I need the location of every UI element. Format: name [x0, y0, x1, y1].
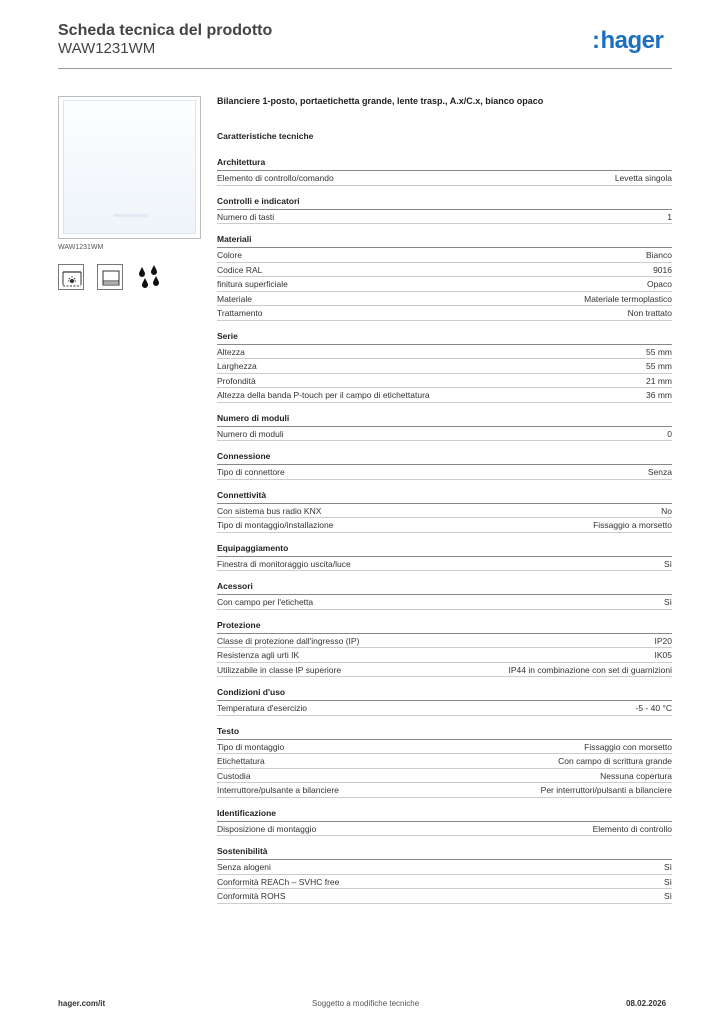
spec-label: Etichettatura	[217, 756, 265, 766]
product-image-face	[63, 100, 196, 234]
spec-value: Non trattato	[627, 308, 672, 318]
spec-row	[217, 783, 672, 798]
product-image	[58, 96, 201, 239]
spec-row	[217, 889, 672, 904]
spec-value: Nessuna copertura	[600, 770, 672, 781]
spec-group	[217, 846, 672, 904]
spec-value: 1	[667, 211, 672, 222]
spec-value: Elemento di controllo	[592, 823, 672, 834]
spec-group	[217, 543, 672, 572]
spec-row	[217, 306, 672, 321]
spec-row	[217, 648, 672, 663]
spec-value: IP44 in combinazione con set di guarnizioni	[508, 664, 672, 675]
spec-group	[217, 157, 672, 186]
spec-label: Conformità REACh – SVHC free	[217, 876, 340, 887]
spec-row	[217, 374, 672, 389]
spec-group	[217, 726, 672, 798]
spec-value: Bianco	[646, 250, 672, 260]
spec-group	[217, 687, 672, 716]
spec-row	[217, 634, 672, 649]
spec-label: Finestra di monitoraggio uscita/luce	[217, 558, 351, 569]
spec-label: Tipo di montaggio/installazione	[217, 520, 334, 530]
spec-value: Levetta singola	[614, 173, 672, 183]
spec-row	[217, 427, 672, 442]
spec-label: Resistenza agli urti IK	[217, 650, 300, 660]
drops-icon	[135, 264, 163, 292]
spec-value: No	[661, 505, 672, 516]
spec-group	[217, 234, 672, 321]
spec-label: Altezza della banda P-touch per il campo di etichettatura	[217, 390, 430, 400]
spec-row	[217, 388, 672, 403]
spec-value: -5 - 40 °C	[635, 703, 672, 713]
spec-row	[217, 263, 672, 278]
spec-group-title: Condizioni d'uso	[217, 687, 672, 701]
product-code: WAW1231WM	[58, 40, 156, 57]
product-image-caption: WAW1231WM	[58, 244, 104, 251]
spec-value: IP20	[654, 635, 672, 646]
spec-value: Fissaggio a morsetto	[593, 520, 672, 530]
spec-value: 36 mm	[646, 390, 672, 400]
spec-value: Sì	[663, 558, 672, 569]
spec-group-title: Numero di moduli	[217, 413, 672, 427]
spec-label: Temperatura d'esercizio	[217, 703, 307, 713]
spec-group-title: Sostenibilità	[217, 846, 672, 860]
product-image-slot	[114, 214, 148, 217]
spec-row	[217, 701, 672, 716]
spec-row	[217, 171, 672, 186]
spec-label: Senza alogeni	[217, 862, 271, 872]
spec-value: Sì	[663, 597, 672, 607]
spec-group-title: Connettività	[217, 490, 672, 504]
specifications-table	[217, 157, 672, 914]
spec-row	[217, 345, 672, 360]
spec-label: Larghezza	[217, 361, 257, 371]
spec-value: 9016	[653, 264, 672, 275]
hager-logo: :hager	[592, 27, 664, 54]
spec-value: 0	[667, 428, 672, 439]
spec-value: Sì	[663, 862, 672, 872]
spec-label: Conformità ROHS	[217, 891, 286, 901]
section-title: Caratteristiche tecniche	[217, 131, 314, 141]
spec-value: Opaco	[646, 279, 672, 289]
spec-value: IK05	[654, 650, 672, 660]
spec-value: Per interruttori/pulsanti a bilanciere	[540, 785, 672, 795]
spec-label: Con sistema bus radio KNX	[217, 505, 322, 516]
spec-group	[217, 413, 672, 442]
spec-label: Classe di protezione dall'ingresso (IP)	[217, 635, 360, 646]
spec-label: Codice RAL	[217, 264, 263, 275]
spec-row	[217, 292, 672, 307]
spec-row	[217, 663, 672, 678]
spec-row	[217, 518, 672, 533]
spec-row	[217, 769, 672, 784]
spec-label: Altezza	[217, 346, 245, 357]
spec-label: Elemento di controllo/comando	[217, 173, 334, 183]
spec-label: finitura superficiale	[217, 279, 288, 289]
spec-row	[217, 210, 672, 225]
spec-label: Colore	[217, 250, 243, 260]
spec-label: Custodia	[217, 770, 251, 781]
spec-label: Trattamento	[217, 308, 263, 318]
spec-group	[217, 451, 672, 480]
spec-group-title: Equipaggiamento	[217, 543, 672, 557]
spec-row	[217, 359, 672, 374]
spec-group-title: Identificazione	[217, 808, 672, 822]
spec-group	[217, 620, 672, 678]
spec-label: Tipo di montaggio	[217, 741, 285, 752]
logo-text: hager	[600, 27, 664, 54]
spec-row	[217, 754, 672, 769]
spec-label: Utilizzabile in classe IP superiore	[217, 664, 342, 675]
product-description: Bilanciere 1-posto, portaetichetta grande, lente trasp., A.x/C.x, bianco opaco	[217, 96, 544, 106]
spec-group-title: Acessori	[217, 581, 672, 595]
document-title: Scheda tecnica del prodotto	[58, 22, 273, 39]
spec-value: 55 mm	[646, 346, 672, 357]
spec-row	[217, 860, 672, 875]
spec-group-title: Serie	[217, 331, 672, 345]
spec-row	[217, 875, 672, 890]
spec-group	[217, 196, 672, 225]
spec-label: Numero di tasti	[217, 211, 275, 222]
spec-row	[217, 248, 672, 263]
spec-label: Tipo di connettore	[217, 467, 285, 477]
spec-row	[217, 595, 672, 610]
spec-label: Numero di moduli	[217, 428, 284, 439]
footer-date: 08.02.2026	[626, 999, 667, 1008]
spec-value: Fissaggio con morsetto	[584, 741, 672, 752]
spec-group	[217, 331, 672, 403]
spec-value: Materiale termoplastico	[584, 293, 672, 304]
spec-row	[217, 822, 672, 837]
spec-row	[217, 557, 672, 572]
spec-label: Materiale	[217, 293, 252, 304]
spec-group-title: Connessione	[217, 451, 672, 465]
spec-row	[217, 277, 672, 292]
spec-label: Interruttore/pulsante a bilanciere	[217, 785, 339, 795]
spec-group-title: Testo	[217, 726, 672, 740]
spec-value: 21 mm	[646, 375, 672, 386]
spec-value: 55 mm	[646, 361, 672, 371]
indoor-light-icon	[58, 264, 84, 290]
spec-row	[217, 465, 672, 480]
spec-group	[217, 808, 672, 837]
spec-group-title: Controlli e indicatori	[217, 196, 672, 210]
spec-group	[217, 490, 672, 533]
header-divider	[58, 68, 672, 69]
spec-value: Sì	[663, 891, 672, 901]
spec-row	[217, 504, 672, 519]
spec-value: Senza	[647, 467, 672, 477]
footer-note: Soggetto a modifiche tecniche	[312, 999, 420, 1008]
spec-group-title: Materiali	[217, 234, 672, 248]
spec-value: Sì	[663, 876, 672, 887]
footer-site: hager.com/it	[58, 999, 106, 1008]
spec-row	[217, 740, 672, 755]
spec-label: Con campo per l'etichetta	[217, 597, 314, 607]
spec-group	[217, 581, 672, 610]
spec-value: Con campo di scrittura grande	[558, 756, 672, 766]
surface-mount-icon	[97, 264, 123, 290]
spec-group-title: Architettura	[217, 157, 672, 171]
spec-group-title: Protezione	[217, 620, 672, 634]
spec-label: Disposizione di montaggio	[217, 823, 317, 834]
spec-label: Profondità	[217, 375, 256, 386]
